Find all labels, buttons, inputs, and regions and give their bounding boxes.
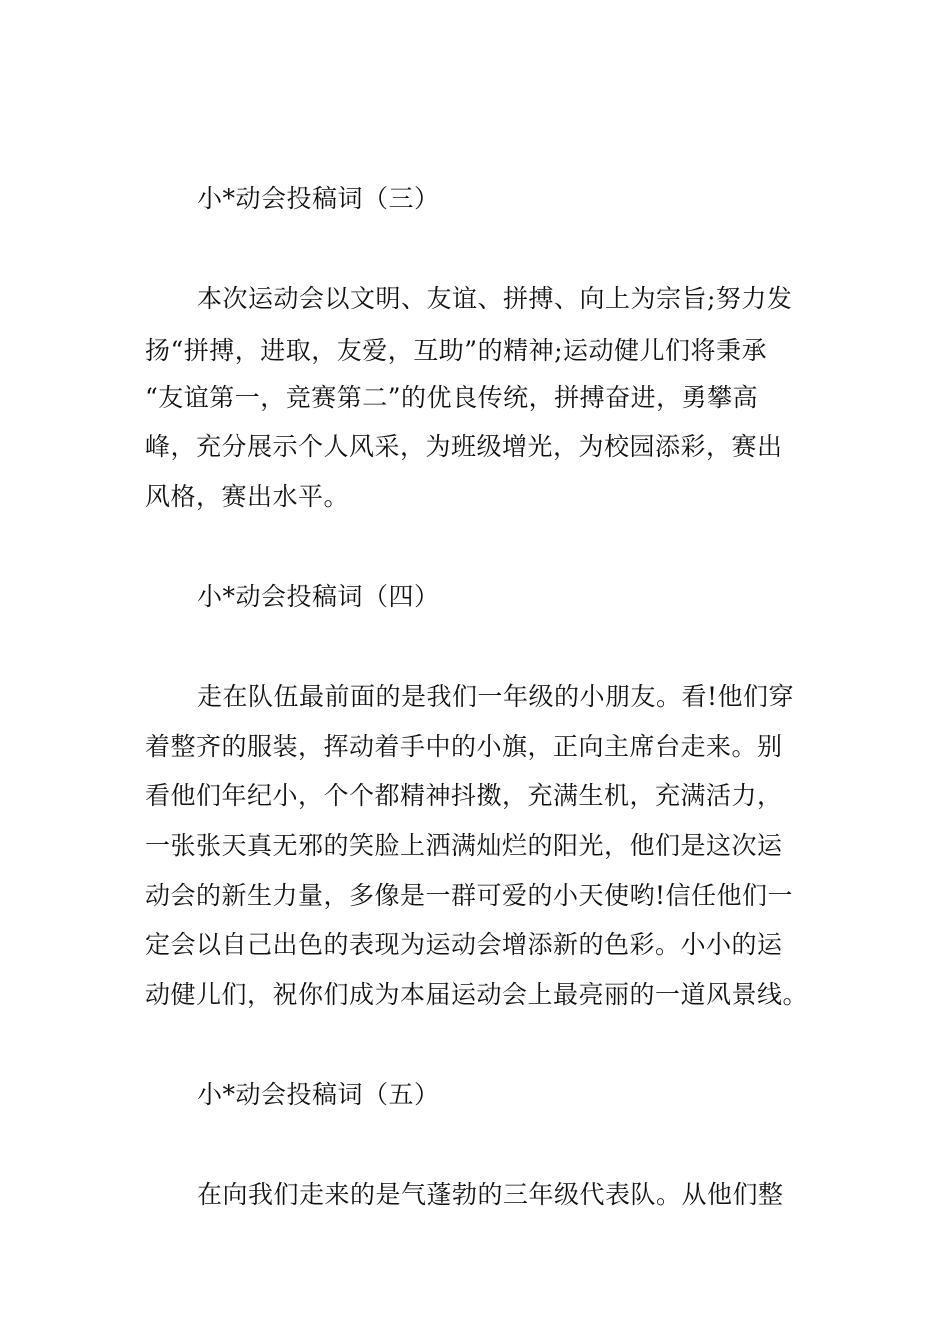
paragraph-line: 定会以自己出色的表现为运动会增添新的色彩。小小的运 — [145, 930, 783, 959]
paragraph-line: 一张张天真无邪的笑脸上洒满灿烂的阳光，他们是这次运 — [145, 831, 783, 860]
paragraph-line: 动会的新生力量，多像是一群可爱的小天使哟!信任他们一 — [145, 881, 794, 910]
section-heading-5: 小*动会投稿词（五） — [197, 1080, 440, 1109]
paragraph-line: 在向我们走来的是气蓬勃的三年级代表队。从他们整 — [197, 1180, 784, 1209]
paragraph-line: 本次运动会以文明、友谊、拼搏、向上为宗旨;努力发 — [197, 284, 793, 313]
paragraph-line: “友谊第一，竞赛第二”的优良传统，拼搏奋进，勇攀高 — [145, 383, 759, 412]
paragraph-line: 着整齐的服装，挥动着手中的小旗，正向主席台走来。别 — [145, 732, 783, 761]
paragraph-line: 扬“拼搏，进取，友爱，互助”的精神;运动健儿们将秉承 — [145, 336, 767, 365]
section-heading-3: 小*动会投稿词（三） — [197, 184, 440, 213]
paragraph-line: 风格，赛出水平。 — [145, 482, 350, 511]
paragraph-line: 看他们年纪小，个个都精神抖擞，充满生机，充满活力， — [145, 781, 783, 810]
paragraph-line: 峰，充分展示个人风采，为班级增光，为校园添彩，赛出 — [145, 432, 783, 461]
paragraph-line: 动健儿们，祝你们成为本届运动会上最亮丽的一道风景线。 — [145, 980, 809, 1009]
paragraph-line: 走在队伍最前面的是我们一年级的小朋友。看!他们穿 — [197, 682, 795, 711]
section-heading-4: 小*动会投稿词（四） — [197, 582, 440, 611]
